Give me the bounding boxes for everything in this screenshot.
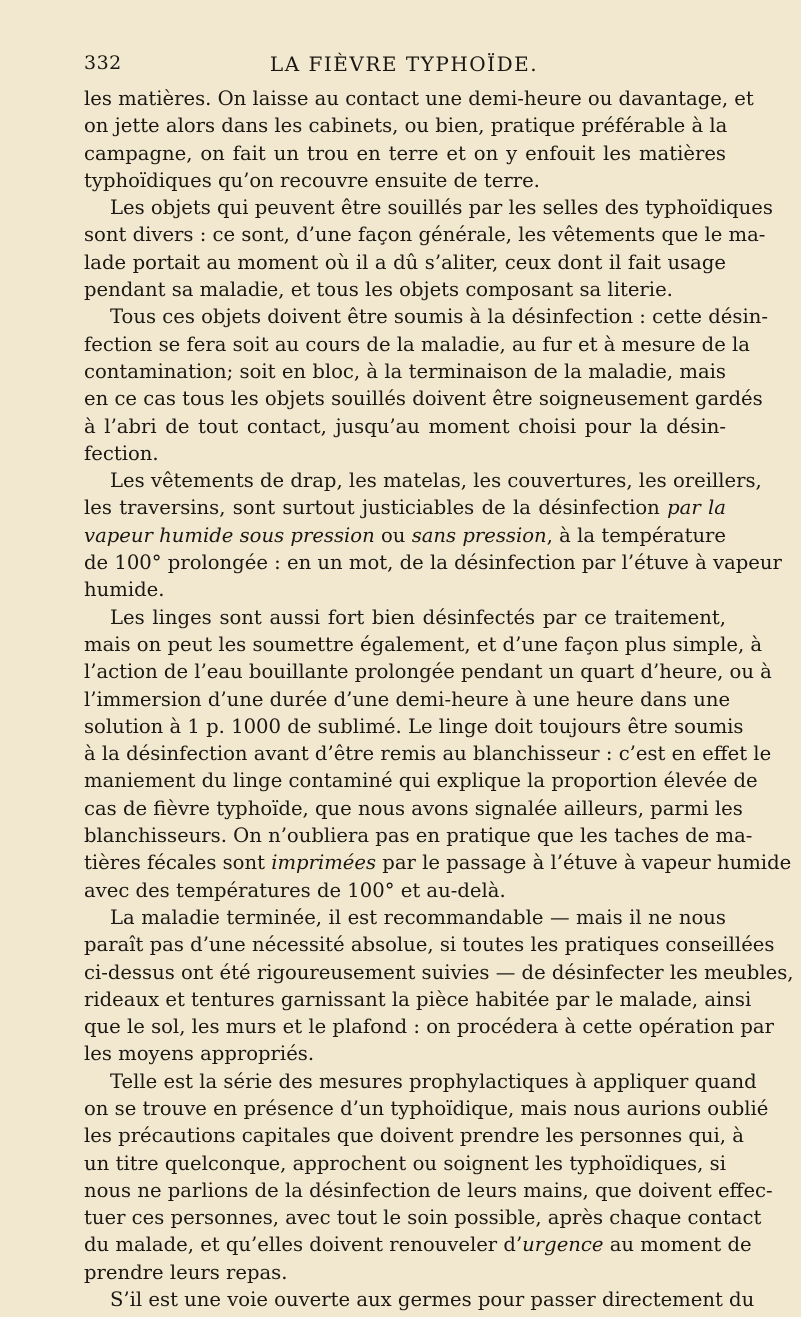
text-line (84, 795, 743, 822)
text-line (84, 85, 754, 112)
text-line (84, 112, 726, 139)
text-segment: au moment de (603, 1233, 752, 1257)
text-line (84, 467, 762, 494)
text-line (84, 1095, 769, 1122)
text-line (84, 1286, 755, 1313)
text-line (84, 358, 726, 385)
running-head (84, 52, 724, 82)
text-segment: Telle est la série des mesures prophylactiques à appliquer quand (110, 1069, 757, 1093)
text-segment: La maladie terminée, il est recommandable — mais il ne nous (110, 905, 726, 929)
italic-text: sans pression (411, 523, 547, 547)
text-segment: blanchisseurs. On n’oubliera pas en pratique que les taches de ma- (84, 824, 753, 848)
text-line (84, 986, 752, 1013)
text-line (84, 713, 744, 740)
text-segment: l’immersion d’une durée d’une demi-heure à une heure dans une (84, 687, 731, 711)
text-segment: , à la température (546, 523, 727, 547)
text-segment: un titre quelconque, approchent ou soignent les typhoïdiques, si (84, 1151, 726, 1175)
text-line (84, 1204, 762, 1231)
text-segment: typhoïdiques qu’on recouvre ensuite de terre. (84, 168, 540, 192)
text-line (84, 686, 731, 713)
text-segment: contamination; soit en bloc, à la terminaison de la maladie, mais (84, 359, 726, 383)
text-segment: on se trouve en présence d’un typhoïdique, mais nous aurions oublié (84, 1096, 769, 1120)
text-line (84, 549, 782, 576)
text-segment: à la désinfection avant d’être remis au blanchisseur : c’est en effet le (84, 742, 772, 766)
text-segment: lade portait au moment où il a dû s’aliter, ceux dont il fait usage (84, 250, 726, 274)
text-segment: tuer ces personnes, avec tout le soin possible, après chaque contact (84, 1206, 762, 1230)
text-segment: rideaux et tentures garnissant la pièce habitée par le malade, ainsi (84, 987, 752, 1011)
text-line (84, 849, 792, 876)
text-line (84, 167, 726, 194)
text-segment: paraît pas d’une nécessité absolue, si toutes les pratiques conseillées (84, 933, 775, 957)
text-segment: sont divers : ce sont, d’une façon générale, les vêtements que le ma- (84, 223, 766, 247)
text-line (84, 1231, 752, 1258)
text-line (84, 1040, 726, 1067)
text-segment: du malade, et qu’elles doivent renouveler d’ (84, 1233, 523, 1257)
text-segment: ou (374, 523, 412, 547)
text-line (84, 604, 726, 631)
text-line (84, 440, 726, 467)
text-segment: nous ne parlions de la désinfection de leurs mains, que doivent effec- (84, 1178, 773, 1202)
text-line (84, 959, 794, 986)
text-line (84, 1177, 773, 1204)
text-segment: mais on peut les soumettre également, et d’une façon plus simple, à (84, 632, 763, 656)
text-line (84, 1122, 744, 1149)
text-segment: Les linges sont aussi fort bien désinfectés par ce traitement, (110, 605, 726, 629)
text-segment: l’action de l’eau bouillante prolongée pendant un quart d’heure, ou à (84, 660, 772, 684)
text-segment: fection. (84, 441, 159, 465)
text-line (84, 221, 766, 248)
page-number: 332 (84, 52, 122, 74)
text-segment: Les vêtements de drap, les matelas, les couvertures, les oreillers, (110, 469, 762, 493)
running-title: LA FIÈVRE TYPHOÏDE. (269, 52, 539, 76)
text-line (84, 413, 726, 440)
text-segment: à l’abri de tout contact, jusqu’au moment choisi pour la désin- (84, 414, 726, 438)
text-line (84, 303, 768, 330)
text-segment: par le passage à l’étuve à vapeur humide (376, 851, 792, 875)
text-line (84, 385, 763, 412)
text-segment: prendre leurs repas. (84, 1260, 288, 1284)
italic-text: par la (667, 496, 726, 520)
text-segment: humide. (84, 578, 165, 602)
body-text (84, 85, 794, 1313)
text-line (84, 767, 758, 794)
text-line (84, 576, 726, 603)
text-line (84, 194, 773, 221)
text-segment: ci-dessus ont été rigoureusement suivies — de désinfecter les meubles, (84, 960, 794, 984)
italic-text: imprimées (271, 851, 377, 875)
italic-text: vapeur humide sous pression (84, 523, 375, 547)
text-segment: que le sol, les murs et le plafond : on procédera à cette opération par (84, 1015, 774, 1039)
text-line (84, 249, 726, 276)
text-segment: tières fécales sont (84, 851, 272, 875)
text-segment: de 100° prolongée : en un mot, de la désinfection par l’étuve à vapeur (84, 551, 782, 575)
text-line (84, 522, 726, 549)
text-line (84, 276, 726, 303)
text-line (84, 822, 753, 849)
text-line (84, 1068, 757, 1095)
text-segment: en ce cas tous les objets souillés doivent être soigneusement gardés (84, 387, 763, 411)
text-line (84, 740, 772, 767)
text-segment: solution à 1 p. 1000 de sublimé. Le linge doit toujours être soumis (84, 714, 744, 738)
text-line (84, 877, 726, 904)
text-segment: les traversins, sont surtout justiciables de la désinfection (84, 496, 668, 520)
text-segment: avec des températures de 100° et au-delà. (84, 878, 506, 902)
text-segment: fection se fera soit au cours de la maladie, au fur et à mesure de la (84, 332, 750, 356)
text-line (84, 1013, 774, 1040)
text-line (84, 658, 772, 685)
text-segment: S’il est une voie ouverte aux germes pour passer directement du (110, 1288, 755, 1312)
text-line (84, 631, 763, 658)
text-segment: campagne, on fait un trou en terre et on y enfouit les matières (84, 141, 726, 165)
text-line (84, 140, 726, 167)
text-segment: pendant sa maladie, et tous les objets composant sa literie. (84, 278, 673, 302)
text-line (84, 931, 775, 958)
text-segment: les moyens appropriés. (84, 1042, 315, 1066)
text-segment: les précautions capitales que doivent prendre les personnes qui, à (84, 1124, 744, 1148)
text-line (84, 331, 750, 358)
italic-text: urgence (522, 1233, 604, 1257)
text-segment: Tous ces objets doivent être soumis à la désinfection : cette désin- (110, 305, 768, 329)
text-segment: Les objets qui peuvent être souillés par les selles des typhoïdiques (110, 196, 773, 220)
text-line (84, 1150, 726, 1177)
text-segment: maniement du linge contaminé qui explique la proportion élevée de (84, 769, 758, 793)
text-segment: on jette alors dans les cabinets, ou bien, pratique préférable à la (84, 114, 728, 138)
text-segment: cas de fièvre typhoïde, que nous avons signalée ailleurs, parmi les (84, 796, 743, 820)
text-line (84, 1259, 726, 1286)
text-line (84, 494, 726, 521)
text-segment: les matières. On laisse au contact une demi-heure ou davantage, et (84, 87, 754, 110)
text-line (84, 904, 726, 931)
